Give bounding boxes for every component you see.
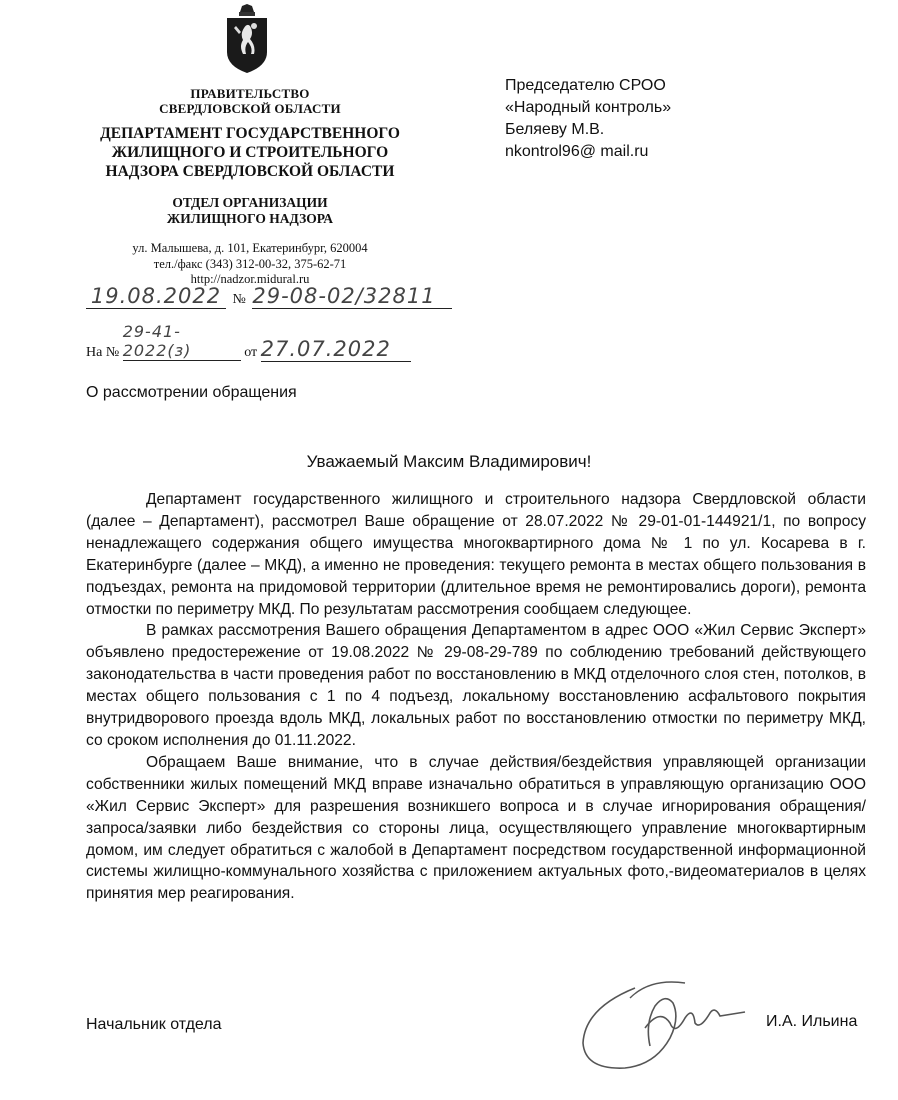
department-name: ДЕПАРТАМЕНТ ГОСУДАРСТВЕННОГО ЖИЛИЩНОГО И СТРОИТЕЛЬНОГО НАДЗОРА СВЕРДЛОВСКОЙ ОБЛАСТИ xyxy=(100,125,400,180)
letter-body xyxy=(86,489,866,905)
division-name: ОТДЕЛ ОРГАНИЗАЦИИ ЖИЛИЩНОГО НАДЗОРА xyxy=(166,195,334,226)
signatory-name: И.А. Ильина xyxy=(766,1013,858,1030)
registration-line xyxy=(86,284,452,309)
reference-from-label: от xyxy=(244,345,258,360)
coat-of-arms-emblem xyxy=(224,4,270,74)
reference-line xyxy=(86,322,411,362)
body-paragraph: В рамках рассмотрения Вашего обращения Департаментом в адрес ООО «Жил Сервис Эксперт» объявлено предостережение от 19.08.2022 № 29-08-29-789 по соблюдению требований действующего законодательства в части проведения работ по восстановлению в МКД отделочного слоя стен, потолков, в местах общего пользования с 1 по 4 подъезд, локальному восстановлению асфальтового покрытия внутридворового проезда вдоль МКД, локальных работ по восстановлению отмостки по периметру МКД, со сроком исполнения до 01.11.2022. xyxy=(86,622,866,749)
registration-number-label: № xyxy=(232,292,246,307)
body-paragraph: Обращаем Ваше внимание, что в случае действия/бездействия управляющей организации собственники жилых помещений МКД вправе изначально обратиться в управляющую организацию ООО «Жил Сервис Эксперт» для разрешения возникшего вопроса и в случае игнорирования обращения/запроса/заявки либо бездействия со стороны лица, осуществляющего управление многоквартирным домом, им следует обратиться с жалобой в Департамент посредством государственной информационной системы жилищно-коммунального хозяйства с приложением актуальных фото,-видеоматериалов в целях принятия мер реагирования. xyxy=(86,753,866,903)
recipient-block: Председателю СРОО «Народный контроль» Беляеву М.В. nkontrol96@ mail.ru xyxy=(505,75,671,163)
registration-date: 19.08.2022 xyxy=(86,284,226,309)
handwritten-signature xyxy=(575,968,750,1078)
sender-header xyxy=(60,86,440,288)
reference-number: 29-41-2022(з) xyxy=(123,322,241,361)
letter-greeting: Уважаемый Максим Владимирович! xyxy=(306,452,592,471)
government-name: ПРАВИТЕЛЬСТВО СВЕРДЛОВСКОЙ ОБЛАСТИ xyxy=(159,86,341,116)
recipient-email: nkontrol96@ mail.ru xyxy=(505,143,649,160)
letter-subject: О рассмотрении обращения xyxy=(86,384,297,401)
reference-date: 27.07.2022 xyxy=(261,337,411,362)
signatory-title: Начальник отдела xyxy=(86,1016,222,1033)
sender-address: ул. Малышева, д. 101, Екатеринбург, 620004 тел./факс (343) 312-00-32, 375-62-71 http://nadzor.midural.ru xyxy=(132,241,368,286)
registration-number: 29-08-02/32811 xyxy=(252,284,452,309)
reference-label: На № xyxy=(86,345,120,360)
body-paragraph: Департамент государственного жилищного и строительного надзора Свердловской области (далее – Департамент), рассмотрел Ваше обращение от 28.07.2022 № 29-01-01-144921/1, по вопросу ненадлежащего содержания общего имущества многоквартирного дома № 1 по ул. Косарева в г. Екатеринбурге (далее – МКД), а именно не проведения: текущего ремонта в местах общего пользования в подъездах, ремонта на придомовой территории (длительное время не ремонтировались дороги), ремонта отмостки по периметру МКД. По результатам рассмотрения сообщаем следующее. xyxy=(86,491,866,618)
